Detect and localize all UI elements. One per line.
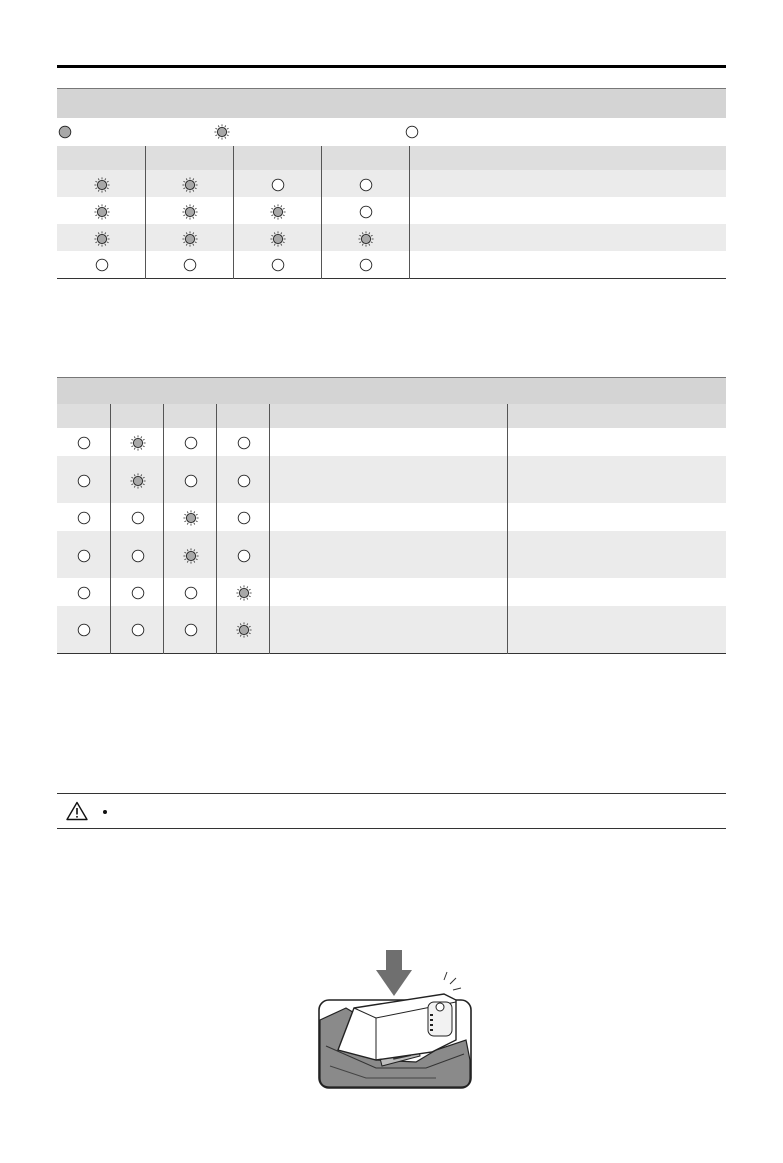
led-cell — [57, 170, 145, 197]
protection-description-text — [507, 606, 726, 653]
off-led-icon — [236, 473, 250, 487]
led-legend — [57, 118, 726, 146]
led-cell — [57, 224, 145, 251]
battery-level-text — [409, 251, 726, 278]
battery-insertion-illustration — [316, 950, 474, 1090]
off-led-icon — [183, 622, 197, 636]
led-cell — [110, 456, 163, 503]
blinking-led-icon — [94, 177, 108, 191]
off-led-icon — [183, 473, 197, 487]
off-led-icon — [270, 177, 284, 191]
protection-description-text — [507, 531, 726, 578]
header-cell — [216, 404, 269, 428]
off-led-icon — [236, 548, 250, 562]
battery-level-table — [57, 146, 726, 279]
led-cell — [57, 578, 110, 606]
off-led-icon — [182, 257, 196, 271]
protection-item-text — [269, 531, 507, 578]
blinking-led-icon — [358, 231, 372, 245]
protection-item-text — [269, 456, 507, 503]
led-cell — [110, 503, 163, 531]
down-arrow-icon — [376, 950, 412, 996]
protection-item-text — [269, 578, 507, 606]
off-led-icon — [270, 257, 284, 271]
off-led-icon — [236, 510, 250, 524]
protection-description-text — [507, 503, 726, 531]
off-led-icon — [94, 257, 108, 271]
table-row — [57, 606, 726, 653]
blinking-led-icon — [130, 435, 144, 449]
protection-item-text — [269, 428, 507, 456]
led-cell — [145, 224, 233, 251]
led-cell — [216, 531, 269, 578]
led-cell — [145, 197, 233, 224]
off-led-icon — [236, 435, 250, 449]
off-led-icon — [76, 585, 90, 599]
led-cell — [216, 503, 269, 531]
off-led-icon — [404, 124, 418, 138]
off-led-icon — [76, 473, 90, 487]
led-cell — [57, 456, 110, 503]
battery-level-text — [409, 170, 726, 197]
off-led-icon — [130, 585, 144, 599]
off-led-icon — [130, 548, 144, 562]
off-led-icon — [358, 257, 372, 271]
led-cell — [163, 503, 216, 531]
led-cell — [110, 531, 163, 578]
off-led-icon — [76, 622, 90, 636]
warning-triangle-icon — [66, 801, 88, 824]
led-cell — [216, 456, 269, 503]
blinking-led-icon — [94, 204, 108, 218]
table-row — [57, 197, 726, 224]
protection-description-text — [507, 456, 726, 503]
protection-item-text — [269, 503, 507, 531]
protection-title-band — [57, 377, 726, 404]
table-row — [57, 578, 726, 606]
battery-level-text — [409, 197, 726, 224]
led-cell — [163, 606, 216, 653]
led-cell — [57, 251, 145, 278]
off-led-icon — [183, 585, 197, 599]
led-cell — [233, 251, 321, 278]
off-led-icon — [130, 622, 144, 636]
header-cell — [507, 404, 726, 428]
blinking-led-icon — [183, 548, 197, 562]
header-cell — [110, 404, 163, 428]
led-cell — [233, 170, 321, 197]
table-row — [57, 170, 726, 197]
led-cell — [216, 578, 269, 606]
blinking-led-icon — [182, 177, 196, 191]
battery-level-text — [409, 224, 726, 251]
battery-level-title-band — [57, 88, 726, 118]
off-led-icon — [358, 177, 372, 191]
table-row — [57, 428, 726, 456]
led-cell — [163, 428, 216, 456]
header-cell — [57, 146, 145, 170]
led-cell — [57, 428, 110, 456]
led-cell — [163, 531, 216, 578]
led-cell — [110, 606, 163, 653]
header-cell — [321, 146, 409, 170]
table-row — [57, 456, 726, 503]
warning-bullet — [103, 810, 107, 814]
protection-table — [57, 404, 726, 654]
blinking-led-icon — [270, 231, 284, 245]
led-cell — [216, 606, 269, 653]
protection-item-text — [269, 606, 507, 653]
protection-section — [57, 377, 726, 654]
led-cell — [145, 170, 233, 197]
off-led-icon — [358, 204, 372, 218]
blinking-led-icon — [214, 124, 228, 138]
off-led-icon — [183, 435, 197, 449]
battery-level-header-row — [57, 146, 726, 170]
warning-notice — [57, 793, 726, 829]
led-cell — [163, 456, 216, 503]
off-led-icon — [76, 435, 90, 449]
off-led-icon — [76, 510, 90, 524]
header-cell — [233, 146, 321, 170]
led-cell — [233, 197, 321, 224]
led-cell — [110, 428, 163, 456]
header-cell — [57, 404, 110, 428]
led-cell — [216, 428, 269, 456]
header-cell — [163, 404, 216, 428]
led-cell — [233, 224, 321, 251]
led-cell — [321, 224, 409, 251]
battery-level-section — [57, 88, 726, 279]
led-cell — [110, 578, 163, 606]
protection-header-row — [57, 404, 726, 428]
top-rule — [57, 65, 726, 68]
table-row — [57, 224, 726, 251]
protection-description-text — [507, 578, 726, 606]
led-cell — [145, 251, 233, 278]
header-cell — [145, 146, 233, 170]
blinking-led-icon — [94, 231, 108, 245]
blinking-led-icon — [236, 622, 250, 636]
led-cell — [57, 531, 110, 578]
blinking-led-icon — [236, 585, 250, 599]
protection-description-text — [507, 428, 726, 456]
off-led-icon — [130, 510, 144, 524]
table-row — [57, 503, 726, 531]
table-row — [57, 251, 726, 278]
solid-led-icon — [57, 124, 71, 138]
blinking-led-icon — [182, 204, 196, 218]
blinking-led-icon — [130, 473, 144, 487]
led-cell — [57, 503, 110, 531]
header-cell — [269, 404, 507, 428]
led-cell — [57, 197, 145, 224]
blinking-led-icon — [183, 510, 197, 524]
led-cell — [321, 170, 409, 197]
led-cell — [321, 197, 409, 224]
blinking-led-icon — [182, 231, 196, 245]
led-cell — [321, 251, 409, 278]
led-cell — [57, 606, 110, 653]
header-cell — [409, 146, 726, 170]
table-row — [57, 531, 726, 578]
led-cell — [163, 578, 216, 606]
off-led-icon — [76, 548, 90, 562]
blinking-led-icon — [270, 204, 284, 218]
